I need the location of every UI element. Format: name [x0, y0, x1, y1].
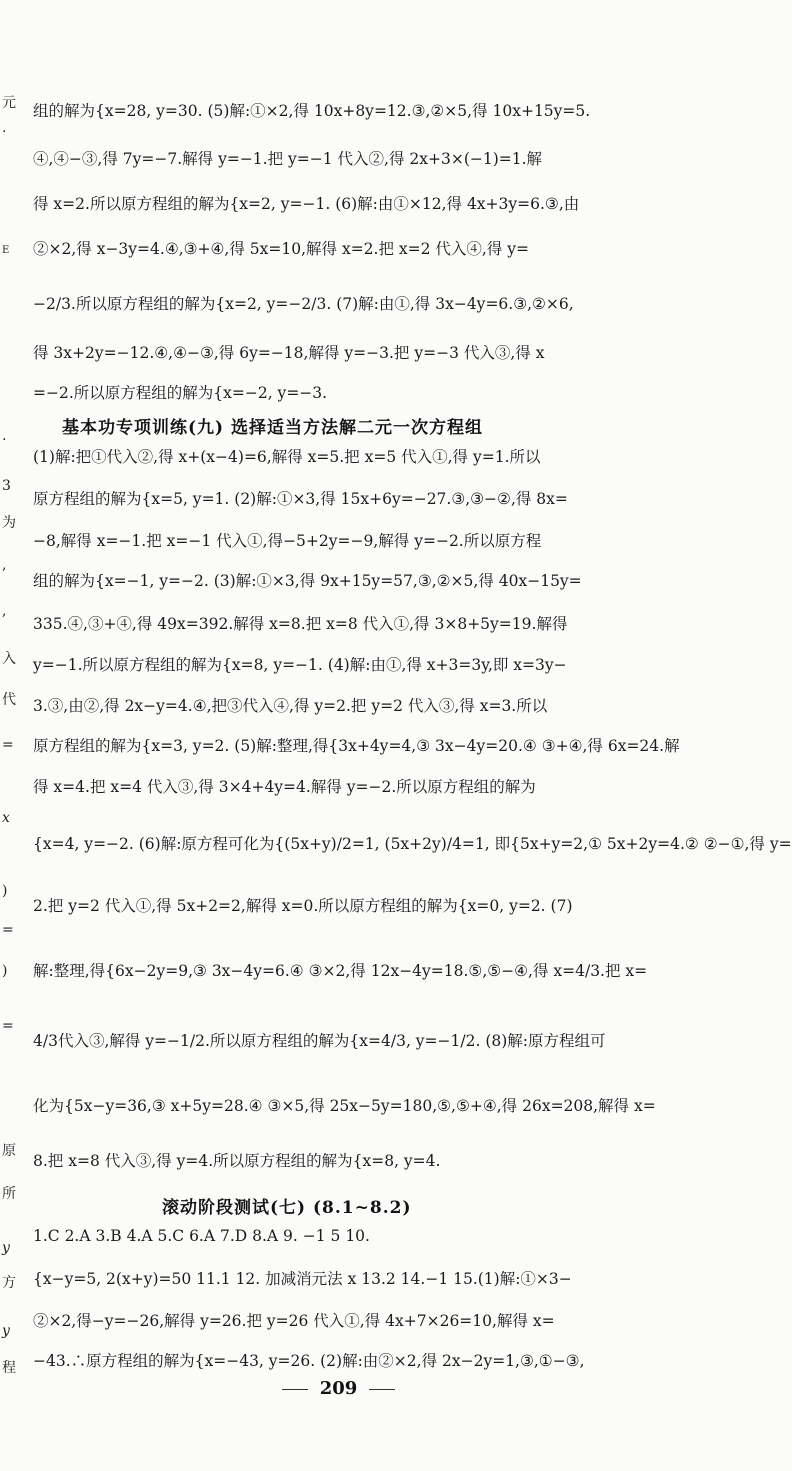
- text-line: y=−1.所以原方程组的解为{x=8, y=−1. (4)解:由①,得 x+3=3y,即 x=3y−: [33, 656, 567, 674]
- margin-char: 程: [2, 1360, 16, 1376]
- margin-char: =: [2, 922, 14, 938]
- text-line: −2/3.所以原方程组的解为{x=2, y=−2/3. (7)解:由①,得 3x−4y=6.③,②×6,: [33, 295, 574, 313]
- footer-dash-left: [282, 1389, 308, 1390]
- text-line: 得 x=2.所以原方程组的解为{x=2, y=−1. (6)解:由①×12,得 4x+3y=6.③,由: [33, 195, 580, 213]
- text-line: 得 x=4.把 x=4 代入③,得 3×4+4y=4.解得 y=−2.所以原方程组的解为: [33, 778, 536, 796]
- text-line: 4/3代入③,解得 y=−1/2.所以原方程组的解为{x=4/3, y=−1/2. (8)解:原方程组可: [33, 1032, 606, 1050]
- left-margin-column: [0, 0, 20, 1471]
- margin-char: 为: [2, 515, 16, 531]
- margin-char: y: [2, 1323, 10, 1339]
- margin-char: 3: [2, 478, 11, 494]
- text-line: ②×2,得 x−3y=4.④,③+④,得 5x=10,解得 x=2.把 x=2 代入④,得 y=: [33, 240, 530, 258]
- section-heading: 滚动阶段测试(七) (8.1~8.2): [162, 1198, 412, 1218]
- margin-char: 入: [2, 651, 16, 667]
- text-line: 2.把 y=2 代入①,得 5x+2=2,解得 x=0.所以原方程组的解为{x=0, y=2. (7): [33, 897, 573, 915]
- text-line: 组的解为{x=28, y=30. (5)解:①×2,得 10x+8y=12.③,②×5,得 10x+15y=5.: [33, 102, 591, 120]
- text-line: 组的解为{x=−1, y=−2. (3)解:①×3,得 9x+15y=57,③,②×5,得 40x−15y=: [33, 572, 582, 590]
- text-line: {x=4, y=−2. (6)解:原方程可化为{(5x+y)/2=1, (5x+2y)/4=1, 即{5x+y=2,① 5x+2y=4.② ②−①,得 y=: [33, 835, 792, 853]
- section-heading: 基本功专项训练(九) 选择适当方法解二元一次方程组: [62, 418, 484, 438]
- text-line: 3.③,由②,得 2x−y=4.④,把③代入④,得 y=2.把 y=2 代入③,得 x=3.所以: [33, 697, 548, 715]
- answer-line: {x−y=5, 2(x+y)=50 11.1 12. 加减消元法 x 13.2 14.−1 15.(1)解:①×3−: [33, 1270, 572, 1288]
- page-number: 209: [319, 1378, 358, 1399]
- page-footer: [0, 1378, 677, 1399]
- answer-line: −43.∴原方程组的解为{x=−43, y=26. (2)解:由②×2,得 2x−2y=1,③,①−③,: [33, 1352, 585, 1370]
- answer-line: 1.C 2.A 3.B 4.A 5.C 6.A 7.D 8.A 9. −1 5 10.: [33, 1227, 370, 1245]
- margin-char: ): [2, 963, 8, 979]
- margin-char: 所: [2, 1186, 16, 1202]
- text-line: (1)解:把①代入②,得 x+(x−4)=6,解得 x=5.把 x=5 代入①,得 y=1.所以: [33, 448, 541, 466]
- margin-char: .: [2, 120, 7, 136]
- text-line: 化为{5x−y=36,③ x+5y=28.④ ③×5,得 25x−5y=180,⑤,⑤+④,得 26x=208,解得 x=: [33, 1097, 656, 1115]
- text-line: 原方程组的解为{x=5, y=1. (2)解:①×3,得 15x+6y=−27.③,③−②,得 8x=: [33, 490, 568, 508]
- text-line: 解:整理,得{6x−2y=9,③ 3x−4y=6.④ ③×2,得 12x−4y=18.⑤,⑤−④,得 x=4/3.把 x=: [33, 962, 648, 980]
- margin-char: =: [2, 1018, 14, 1034]
- footer-dash-right: [369, 1389, 395, 1390]
- text-line: ④,④−③,得 7y=−7.解得 y=−1.把 y=−1 代入②,得 2x+3×(−1)=1.解: [33, 150, 543, 168]
- margin-char: 原: [2, 1143, 16, 1159]
- margin-char: ,: [2, 603, 7, 619]
- margin-char: 方: [2, 1275, 16, 1291]
- answer-line: ②×2,得−y=−26,解得 y=26.把 y=26 代入①,得 4x+7×26=10,解得 x=: [33, 1312, 555, 1330]
- text-line: 原方程组的解为{x=3, y=2. (5)解:整理,得{3x+4y=4,③ 3x−4y=20.④ ③+④,得 6x=24.解: [33, 737, 680, 755]
- margin-char: ,: [2, 557, 7, 573]
- text-line: 8.把 x=8 代入③,得 y=4.所以原方程组的解为{x=8, y=4.: [33, 1152, 441, 1170]
- margin-char: 代: [2, 692, 16, 708]
- text-line: 335.④,③+④,得 49x=392.解得 x=8.把 x=8 代入①,得 3×8+5y=19.解得: [33, 615, 568, 633]
- margin-char: .: [2, 428, 7, 444]
- text-line: =−2.所以原方程组的解为{x=−2, y=−3.: [33, 384, 328, 402]
- margin-char: E: [2, 245, 10, 256]
- margin-char: ): [2, 883, 8, 899]
- margin-char: y: [2, 1240, 10, 1256]
- text-line: 得 3x+2y=−12.④,④−③,得 6y=−18,解得 y=−3.把 y=−3 代入③,得 x: [33, 344, 545, 362]
- text-line: −8,解得 x=−1.把 x=−1 代入①,得−5+2y=−9,解得 y=−2.所以原方程: [33, 532, 542, 550]
- margin-char: 元: [2, 95, 16, 111]
- margin-char: =: [2, 737, 14, 753]
- margin-char: x: [2, 810, 10, 826]
